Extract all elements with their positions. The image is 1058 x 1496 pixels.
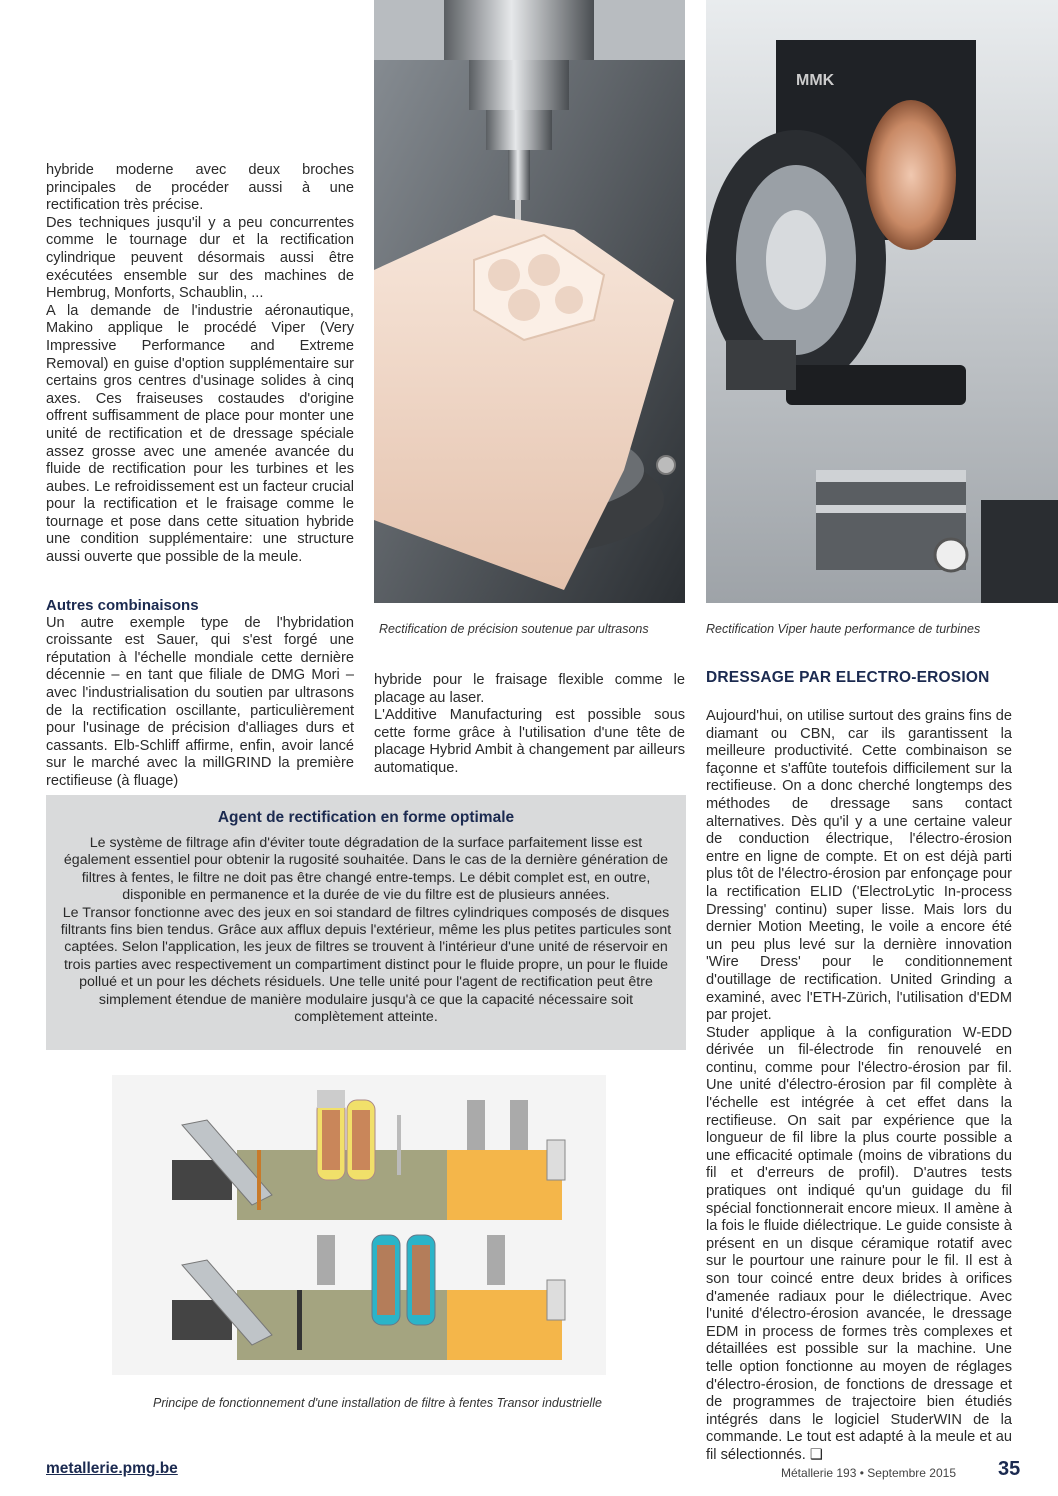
site-link[interactable]: metallerie.pmg.be xyxy=(46,1460,178,1477)
paragraph: Le système de filtrage afin d'éviter toute dégradation de la surface parfaitement lisse est également essentiel pour obtenir la rugosité souhaitée. Dans le cas de la dernière génération de filtres à fentes, le filtre ne doit pas être changé entre-temps. Le débit complet est, en outre, disponible en permanence et la durée de vie du filtre est de plusieurs années. xyxy=(63,835,669,904)
paragraph: L'Additive Manufacturing est possible sous cette forme grâce à l'utilisation d'une tête de placage Hybrid Ambit à changement par ailleurs automatique. xyxy=(374,707,685,776)
ultrasonic-grinding-photo xyxy=(374,0,685,603)
column-1-top xyxy=(46,162,354,567)
column-3 xyxy=(706,708,1012,1465)
photo-caption-ultrasonic: Rectification de précision soutenue par ultrasons xyxy=(379,622,649,636)
ultrasonic-grinding-illustration xyxy=(374,0,685,603)
section-heading: Autres combinaisons xyxy=(46,597,199,614)
column-1-bottom xyxy=(46,597,354,791)
paragraph: Le Transor fonctionne avec des jeux en soi standard de filtres cylindriques composés de disques filtrants fins bien tendus. Grâce aux afflux depuis l'extérieur, même les plus petites particules sont captées. Selon l'application, les jeux de filtres se trouvent à l'intérieur d'une unité de réservoir en trois parties avec respectivement un compartiment distinct pour le fluide propre, un pour le fluide pollué et un pour les déchets résiduels. Une telle unité pour l'agent de rectification peut être simplement étendue de manière modulaire jusqu'à ce que la capacité nécessaire soit complètement atteinte. xyxy=(60,904,672,1026)
paragraph: Studer applique à la configuration W-EDD dérivée un fil-électrode fin renouvelé en continu, comme pour l'électro-érosion par fil. Une unité d'électro-érosion par fil complète à l'échelle est intégrée à cet effet dans la rectifieuse. On sait par expérience que la longueur de fil libre la plus courte possible a une efficacité optimale (moins de vibrations du fil et d'erreurs de profil). D'autres tests pratiques ont indiqué qu'un guidage du fil spécial fonctionnerait encore mieux. Il amène à la fois le fluide diélectrique. Le guide consiste à présent en un disque céramique rotatif avec sur le pourtour une rainure pour le fil. Il est à son tour coincé entre deux brides à orifices d'amenée radiaux pour le diélectrique. Avec l'unité d'électro-érosion avancée, le dressage EDM in process de formes très complexes et détaillées est possible sur la machine. Une telle option fonctionne au moyen de réglages d'électro-érosion, de fonctions de dressage et de programmes de trajectoire bien étudiés intégrés dans le logiciel StuderWIN de la commande. Le tout est adapté à la meule et au fil sélectionnés. ❑ xyxy=(706,1024,1012,1463)
filter-schematic xyxy=(72,1075,606,1375)
box-body xyxy=(46,827,686,1026)
section-heading-electro-erosion: DRESSAGE PAR ELECTRO-EROSION xyxy=(706,669,990,686)
sidebar-box xyxy=(46,795,686,1050)
photo-caption-viper: Rectification Viper haute performance de turbines xyxy=(706,622,981,636)
box-title: Agent de rectification en forme optimale xyxy=(217,809,515,826)
column-2 xyxy=(374,672,685,778)
paragraph: hybride moderne avec deux broches principales de procéder aussi à une rectification très précise. xyxy=(46,162,354,214)
paragraph: Des techniques jusqu'il y a peu concurrentes comme le tournage dur et la rectification cylindrique peuvent désormais aussi être exécutées ensemble sur des machines de Hembrug, Monforts, Schaublin, ... xyxy=(46,214,354,302)
viper-grinding-photo xyxy=(706,0,1058,603)
paragraph: Aujourd'hui, on utilise surtout des grains fins de diamant ou CBN, car ils garantissent la meilleure productivité. Cette combinaison se façonne et s'affûte toutefois difficilement sur la rectifieuse. On a donc cherché longtemps des méthodes de dressage sans contact alternatives. Dès qu'il y a une certaine valeur de conduction électrique, l'électro-érosion entre en ligne de compte. Et on est déjà parti plus tôt de l'électro-érosion par enfonçage pour la rectification ELID ('ElectroLytic In-process Dressing' continu) super lisse. Mais lors du dernier Motion Meeting, le voile a encore été un peu plus levé sur la dernière innovation 'Wire Dress' pour le conditionnement d'outillage de rectification. United Grinding a examiné, avec l'ETH-Zürich, l'utilisation d'EDM par projet. xyxy=(706,708,1012,1024)
issue-info: Métallerie 193 • Septembre 2015 xyxy=(781,1466,956,1480)
diagram-caption: Principe de fonctionnement d'une installation de filtre à fentes Transor industrielle xyxy=(153,1396,602,1410)
machine-logo: MMK xyxy=(796,72,835,89)
viper-grinding-illustration xyxy=(706,0,1058,603)
paragraph: Un autre exemple type de l'hybridation croissante est Sauer, qui s'est forgé une réputation à l'échelle mondiale cette dernière décennie – en tant que filiale de DMG Mori – avec l'industrialisation du soutien par ultrasons de la rectification oscillante, particulièrement pour l'usinage de précision d'alliages durs et cassants. Elb-Schliff affirme, enfin, avoir lancé sur le marché avec la millGRIND la première rectifieuse (à fluage) xyxy=(46,614,354,789)
paragraph: hybride pour le fraisage flexible comme le placage au laser. xyxy=(374,672,685,706)
filter-installation-diagram xyxy=(72,1075,606,1375)
page-number: 35 xyxy=(998,1458,1021,1480)
paragraph: A la demande de l'industrie aéronautique, Makino applique le procédé Viper (Very Impressive Performance and Extreme Removal) en guise d'option supplémentaire sur certains gros centres d'usinage solides à cinq axes. Ces fraiseuses costaudes d'origine offrent suffisamment de place pour monter une unité de rectification et de dressage spéciale assez grosse avec une amenée avancée du fluide de rectification pour les turbines et les aubes. Le refroidissement est un facteur crucial pour la rectification et le fraisage comme le tournage et pose dans cette situation hybride une condition supplémentaire: une structure aussi ouverte que possible de la meule. xyxy=(46,302,354,566)
